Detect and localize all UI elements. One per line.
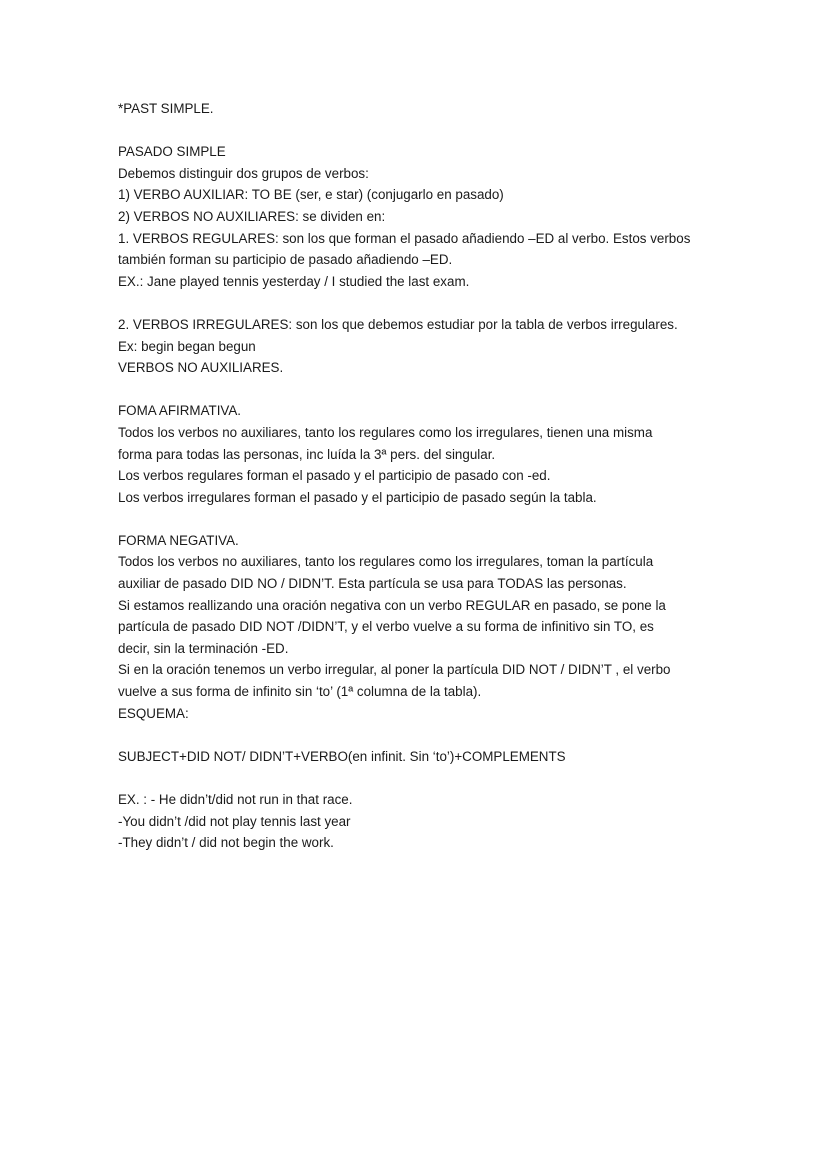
paragraph-line: VERBOS NO AUXILIARES. [118,360,284,376]
paragraph-line: Debemos distinguir dos grupos de verbos: [118,165,369,181]
blank-line [118,120,738,142]
document-heading: *PAST SIMPLE. [118,101,214,116]
paragraph-line: ESQUEMA: [118,705,189,721]
paragraph-line: auxiliar de pasado DID NO / DIDN’T. Esta partícula se usa para TODAS las personas. [118,576,627,592]
paragraph-line: Todos los verbos no auxiliares, tanto los regulares como los irregulares, toman la partícula [118,554,654,570]
section-title-afirmativa: FOMA AFIRMATIVA. [118,403,242,419]
paragraph-line: partícula de pasado DID NOT /DIDN’T, y el verbo vuelve a su forma de infinitivo sin TO, es [118,619,654,635]
paragraph-line: Ex: begin began begun [118,338,256,354]
example-line: -They didn’t / did not begin the work. [118,835,334,851]
blank-line [118,292,738,314]
example-line: -You didn’t /did not play tennis last year [118,813,351,829]
section-title-negativa: FORMA NEGATIVA. [118,532,239,548]
example-line: EX. : - He didn’t/did not run in that race. [118,792,353,807]
paragraph-line: Todos los verbos no auxiliares, tanto los regulares como los irregulares, tienen una misma [118,424,653,440]
blank-line [118,724,738,746]
paragraph-line: Los verbos irregulares forman el pasado y el participio de pasado según la tabla. [118,489,597,505]
scheme-formula: SUBJECT+DID NOT/ DIDN’T+VERBO(en infinit. Sin ‘to’)+COMPLEMENTS [118,748,566,764]
section-title-pasado-simple: PASADO SIMPLE [118,144,226,160]
paragraph-line: 1) VERBO AUXILIAR: TO BE (ser, e star) (conjugarlo en pasado) [118,187,504,203]
paragraph-line: Si estamos reallizando una oración negativa con un verbo REGULAR en pasado, se pone la [118,597,666,613]
paragraph-line: EX.: Jane played tennis yesterday / I studied the last exam. [118,273,470,289]
document-body [118,98,738,854]
paragraph-line: Los verbos regulares forman el pasado y el participio de pasado con -ed. [118,468,551,484]
blank-line [118,379,738,401]
paragraph-line: 2) VERBOS NO AUXILIARES: se dividen en: [118,208,386,224]
paragraph-line: forma para todas las personas, inc luída la 3ª pers. del singular. [118,446,496,462]
paragraph-line: decir, sin la terminación -ED. [118,640,289,656]
paragraph-line: 1. VERBOS REGULARES: son los que forman el pasado añadiendo –ED al verbo. Estos verbos [118,230,691,246]
paragraph-line: también forman su participio de pasado añadiendo –ED. [118,252,453,268]
paragraph-line: 2. VERBOS IRREGULARES: son los que debemos estudiar por la tabla de verbos irregulares. [118,316,678,332]
paragraph-line: Si en la oración tenemos un verbo irregular, al poner la partícula DID NOT / DIDN’T , el verbo [118,662,671,678]
blank-line [118,767,738,789]
paragraph-line: vuelve a sus forma de infinito sin ‘to’ (1ª columna de la tabla). [118,684,482,700]
blank-line [118,508,738,530]
